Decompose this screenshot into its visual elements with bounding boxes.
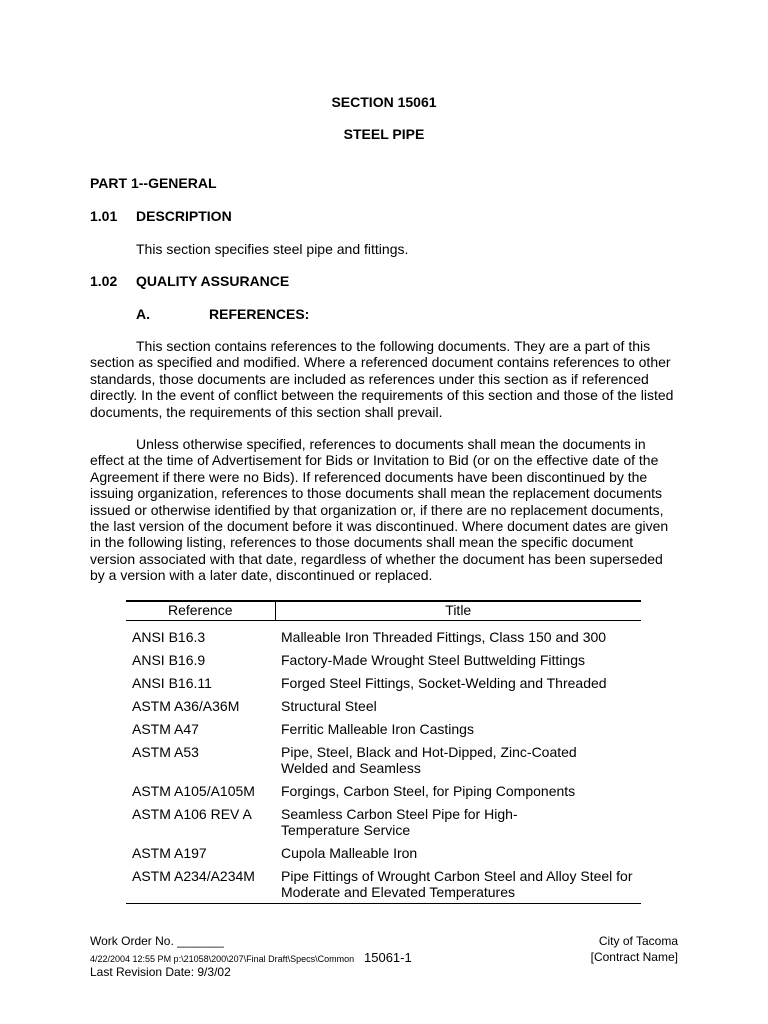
title-cell: Forgings, Carbon Steel, for Piping Components: [281, 783, 576, 799]
section-number: SECTION 15061: [331, 94, 437, 110]
reference-cell: ASTM A53: [132, 744, 199, 760]
table-row: [126, 838, 641, 861]
table-row: [126, 645, 641, 668]
title-cell: Structural Steel: [281, 698, 377, 714]
references-paragraph-1: This section contains references to the following documents. They are a part of this section as specified and modified. Where a referenced document contains references to other standards, those documents are included as references under this section as if referenced directly. In the event of conflict between the requirements of this section and those of the listed documents, the requirements of this section shall prevail.: [90, 338, 674, 420]
description-text: This section specifies steel pipe and fittings.: [136, 241, 409, 257]
article-number-102: 1.02: [90, 273, 118, 289]
subsection-letter: A.: [136, 306, 150, 322]
table-row: [126, 737, 641, 776]
section-title: STEEL PIPE: [343, 126, 425, 142]
reference-cell: ASTM A105/A105M: [132, 783, 255, 799]
file-path-info: 4/22/2004 12:55 PM p:\21058\200\207\Final Draft\Specs\Common: [90, 954, 355, 964]
reference-cell: ASTM A234/A234M: [126, 861, 275, 904]
reference-cell: ASTM A36/A36M: [132, 698, 240, 714]
table-row: [126, 714, 641, 737]
references-table: [126, 600, 641, 904]
reference-cell: ASTM A47: [132, 721, 199, 737]
subsection-title: REFERENCES:: [209, 306, 310, 322]
table-row: [126, 621, 641, 646]
references-paragraph-2: Unless otherwise specified, references to documents shall mean the documents in effect at the time of Advertisement for Bids or Invitation to Bid (or on the effective date of the Agreement if there were no Bids). If referenced documents have been discontinued by the issuing organization, references to those documents shall mean the replacement documents issued or otherwise identified by that organization or, if there are no replacement documents, the last version of the document before it was discontinued. Where document dates are given in the following listing, references to those documents shall mean the specific document version associated with that date, regardless of whether the document has been superseded by a version with a later date, discontinued or replaced.: [90, 436, 669, 584]
table-row: [126, 776, 641, 799]
article-number-101: 1.01: [90, 208, 118, 224]
title-cell: Malleable Iron Threaded Fittings, Class 150 and 300: [281, 629, 607, 645]
reference-cell: ANSI B16.11: [132, 675, 212, 691]
title-cell: Ferritic Malleable Iron Castings: [281, 721, 474, 737]
column-header-title: Title: [275, 601, 641, 621]
article-title-101: DESCRIPTION: [136, 208, 232, 224]
title-cell: Forged Steel Fittings, Socket-Welding and Threaded: [281, 675, 607, 691]
reference-cell: ANSI B16.9: [132, 652, 206, 668]
city-name: City of Tacoma: [598, 934, 678, 948]
table-row: [126, 691, 641, 714]
contract-name: [Contract Name]: [590, 950, 678, 964]
column-header-reference: Reference: [126, 601, 275, 621]
reference-cell: ANSI B16.3: [132, 629, 206, 645]
table-row: [126, 861, 641, 904]
title-cell: Pipe, Steel, Black and Hot-Dipped, Zinc-Coated Welded and Seamless: [281, 744, 577, 776]
page-number: 15061-1: [364, 950, 412, 965]
table-row: [126, 668, 641, 691]
part-title: PART 1--GENERAL: [90, 175, 217, 191]
reference-cell: ASTM A197: [132, 845, 207, 861]
table-row: [126, 799, 641, 838]
table-header-row: [126, 601, 641, 621]
last-revision-date: Last Revision Date: 9/3/02: [90, 965, 231, 979]
article-title-102: QUALITY ASSURANCE: [136, 273, 290, 289]
title-cell: Seamless Carbon Steel Pipe for High-Temperature Service: [281, 806, 518, 838]
title-cell: Pipe Fittings of Wrought Carbon Steel and Alloy Steel for Moderate and Elevated Temperatures: [275, 861, 641, 904]
reference-cell: ASTM A106 REV A: [132, 806, 252, 822]
title-cell: Cupola Malleable Iron: [281, 845, 418, 861]
title-cell: Factory-Made Wrought Steel Buttwelding Fittings: [281, 652, 585, 668]
work-order-label: Work Order No. _______: [90, 934, 224, 948]
